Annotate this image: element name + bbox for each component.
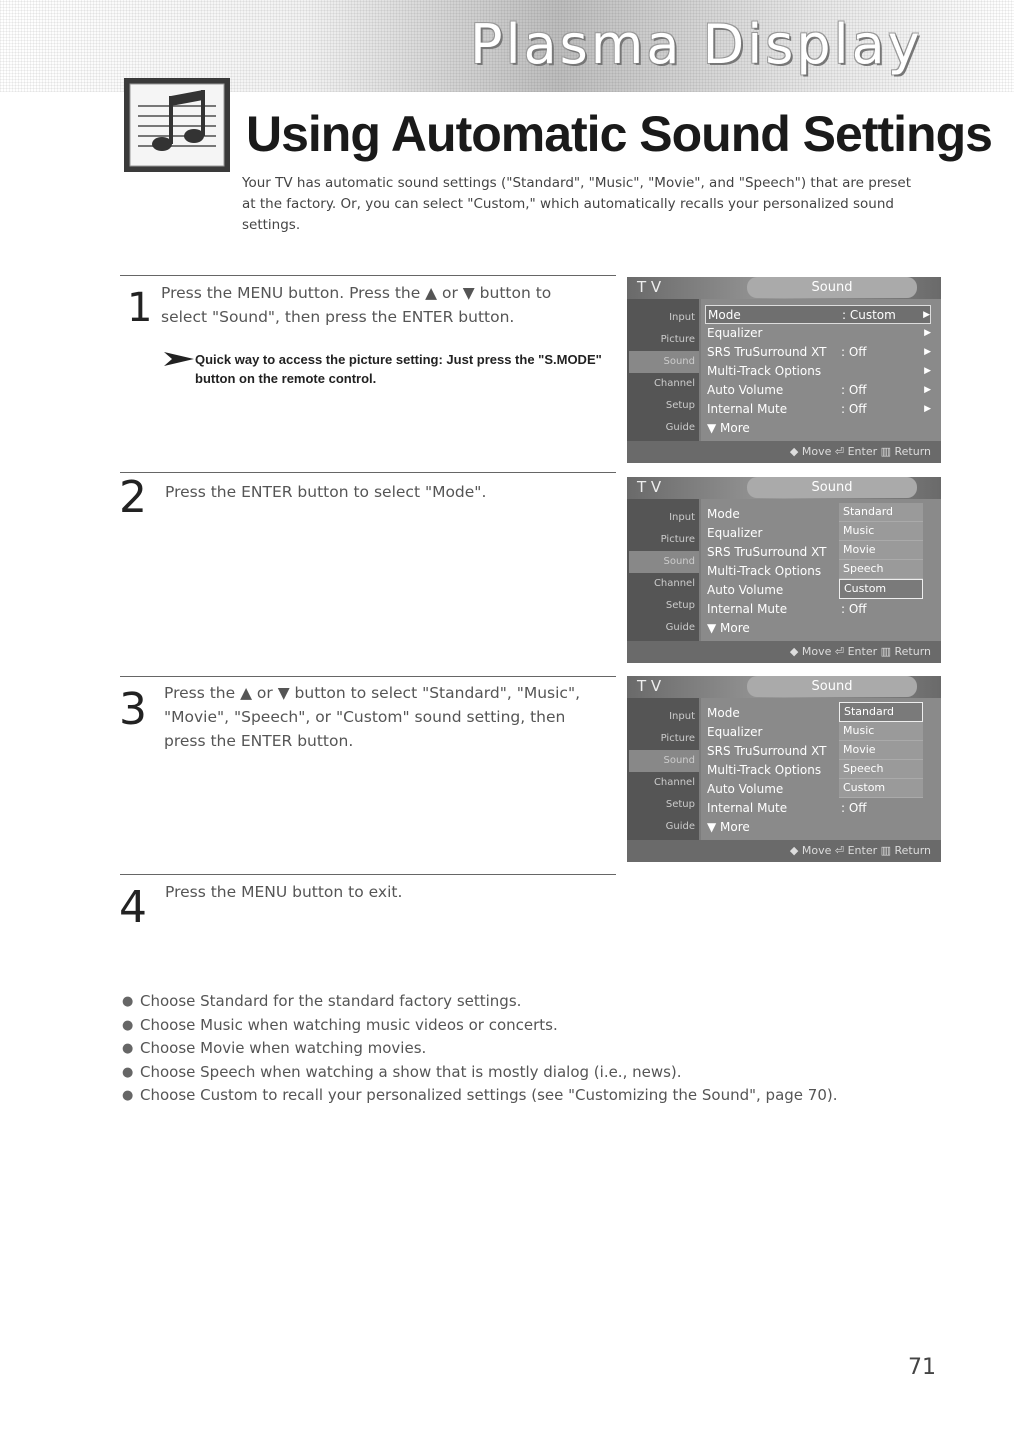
osd-side-item: Picture [660,534,695,545]
osd-side-item: Setup [665,600,695,611]
step-divider [120,275,616,276]
osd-row: SRS TruSurround XT : Off ▶ [707,345,931,359]
osd-row: Auto Volume : Off ▶ [707,383,931,397]
step-divider [120,472,616,473]
step-number: 1 [127,285,153,331]
tv-menu-screenshot [627,277,941,463]
osd-mode-option: Movie [839,741,923,760]
osd-side-item: Input [669,512,695,523]
osd-mode-dropdown [839,503,923,599]
osd-mode-option: Standard [839,702,923,722]
bullet-icon: ● [122,1041,134,1057]
osd-mode-option: Music [839,722,923,741]
step-number: 2 [119,472,147,523]
osd-heading: Sound [747,477,917,498]
osd-row: ▼ More [707,621,750,635]
osd-row: Internal Mute : Off [707,602,867,616]
intro-text: Your TV has automatic sound settings ("Standard", "Music", "Movie", and "Speech") that are preset at the factory. Or, you can select "Custom," which automatically recalls your personalized sound settings. [242,175,912,233]
step-number: 3 [119,684,147,735]
osd-side-item: Channel [653,378,695,389]
bullet-icon: ● [122,1064,134,1080]
note-text: Quick way to access the picture setting: Just press the "S.MODE" button on the remote control. [195,352,602,386]
page-title: Using Automatic Sound Settings [246,106,992,162]
osd-heading: Sound [747,676,917,697]
list-item: ● Choose Movie when watching movies. [122,1037,942,1061]
bullet-icon: ● [122,1088,134,1104]
osd-mode-option: Custom [839,779,923,798]
step-text: Press the ENTER button to select "Mode". [165,483,487,501]
list-item: ● Choose Speech when watching a show that is mostly dialog (i.e., news). [122,1061,942,1085]
osd-mode-option: Standard [839,503,923,522]
osd-row: Auto Volume [707,782,784,796]
osd-row: Multi-Track Options ▶ [707,364,931,378]
list-item: ● Choose Music when watching music videos or concerts. [122,1014,942,1038]
osd-side-item: Channel [653,578,695,589]
osd-row: SRS TruSurround XT [707,744,827,758]
step-number: 4 [119,882,147,933]
list-item: ● Choose Standard for the standard factory settings. [122,990,942,1014]
tv-menu-screenshot [627,676,941,862]
osd-tv-label: T V [637,677,662,695]
osd-heading: Sound [747,277,917,298]
osd-footer: ◆ Move ⏎ Enter ▥ Return [627,441,941,463]
osd-mode-option: Music [839,522,923,541]
osd-row: Internal Mute : Off [707,801,867,815]
osd-row: Equalizer [707,725,763,739]
step-divider [120,676,616,677]
osd-row: Equalizer ▶ [707,326,931,340]
music-note-icon [124,78,230,172]
osd-row: Internal Mute : Off ▶ [707,402,931,416]
osd-side-item: Input [669,711,695,722]
osd-side-item: Sound [629,551,699,573]
list-item: ● Choose Custom to recall your personalized settings (see "Customizing the Sound", page 70). [122,1084,942,1108]
osd-row: Mode [707,507,740,521]
osd-side-item: Setup [665,400,695,411]
osd-side-menu [627,499,699,641]
osd-mode-dropdown [839,702,923,798]
step-text: Press the MENU button. Press the ▲ or ▼ button to select "Sound", then press the ENTER button. [161,284,552,326]
osd-side-menu [627,299,699,441]
osd-mode-option: Speech [839,560,923,579]
osd-mode-option: Movie [839,541,923,560]
tv-menu-screenshot [627,477,941,663]
osd-side-item: Channel [653,777,695,788]
osd-mode-option: Speech [839,760,923,779]
osd-row: ▼ More [707,820,750,834]
osd-side-item: Picture [660,733,695,744]
bullet-list [122,990,942,1108]
osd-row: Auto Volume [707,583,784,597]
osd-footer: ◆ Move ⏎ Enter ▥ Return [627,641,941,663]
osd-side-menu [627,698,699,840]
page-number: 71 [908,1355,936,1380]
osd-tv-label: T V [637,478,662,496]
osd-side-item: Guide [665,821,695,832]
note-arrow-icon [164,352,194,366]
osd-side-item: Setup [665,799,695,810]
osd-row: Mode : Custom ▶ [705,305,931,324]
osd-tv-label: T V [637,278,662,296]
osd-footer: ◆ Move ⏎ Enter ▥ Return [627,840,941,862]
bullet-icon: ● [122,994,134,1009]
osd-side-item: Input [669,312,695,323]
osd-side-item: Picture [660,334,695,345]
osd-side-item: Guide [665,622,695,633]
osd-row: Mode [707,706,740,720]
osd-mode-option: Custom [839,579,923,599]
step-divider [120,874,616,875]
step-text: Press the MENU button to exit. [165,883,403,901]
bullet-icon: ● [122,1017,134,1033]
step-text: Press the ▲ or ▼ button to select "Standard", "Music", "Movie", "Speech", or "Custom" sound setting, then press the ENTER button. [164,684,580,750]
osd-side-item: Guide [665,422,695,433]
banner-title: Plasma Display [470,13,923,76]
osd-side-item: Sound [629,750,699,772]
osd-row: Multi-Track Options [707,564,822,578]
osd-row: Multi-Track Options [707,763,822,777]
osd-row: ▼ More [707,421,750,435]
osd-row: Equalizer [707,526,763,540]
osd-side-item: Sound [629,351,699,373]
osd-row: SRS TruSurround XT [707,545,827,559]
